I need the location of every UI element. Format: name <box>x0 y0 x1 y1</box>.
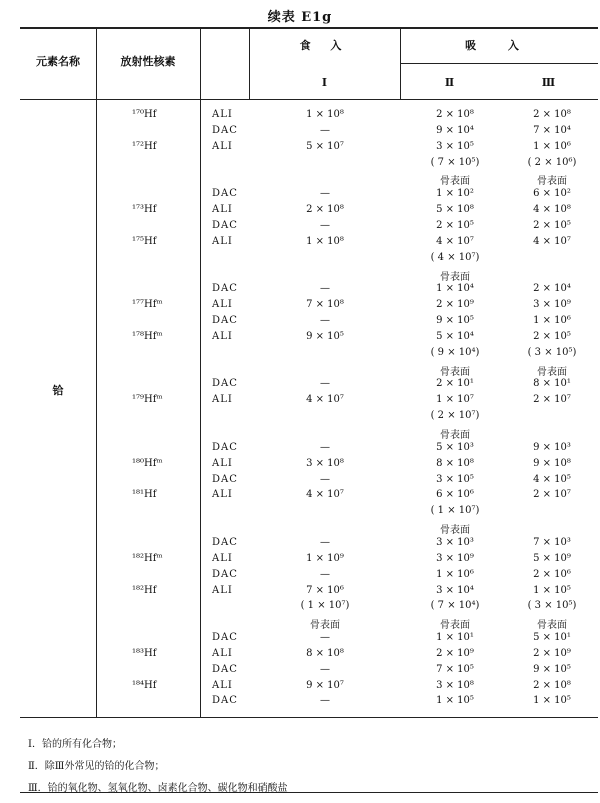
class-ii-value: 5 × 10⁸ <box>436 204 474 216</box>
note-class-ii: Ⅱ．除Ⅲ外常见的铪的化合物； <box>28 761 165 772</box>
header-bottom-rule <box>20 99 598 100</box>
class-iii-value: 9 × 10³ <box>533 441 571 453</box>
element-name: 铪 <box>52 384 64 397</box>
class-i-value: ( 1 × 10⁷) <box>300 600 350 612</box>
header-class-ii: Ⅱ <box>444 76 455 89</box>
class-i-value: 骨表面 <box>310 620 340 632</box>
quantity-type-cell: ALI <box>212 140 233 152</box>
class-iii-value: 2 × 10⁷ <box>533 489 571 501</box>
class-ii-value: 3 × 10⁴ <box>436 584 474 596</box>
class-ii-value: 3 × 10⁹ <box>436 552 474 564</box>
class-iii-value: 9 × 10⁵ <box>533 663 571 675</box>
table-notes <box>28 734 288 800</box>
class-i-value: — <box>320 378 330 390</box>
quantity-type-cell: DAC <box>212 632 238 644</box>
quantity-type-cell: DAC <box>212 536 238 548</box>
class-i-value: — <box>320 219 330 231</box>
class-i-value: — <box>320 473 330 485</box>
class-ii-value: ( 7 × 10⁵) <box>430 156 480 168</box>
quantity-type-cell: ALI <box>212 552 233 564</box>
quantity-type-cell: ALI <box>212 647 233 659</box>
quantity-type-cell: DAC <box>212 568 238 580</box>
class-ii-value: 2 × 10¹ <box>436 378 474 390</box>
class-ii-value: 9 × 10⁴ <box>436 124 474 136</box>
class-ii-value: 6 × 10⁶ <box>436 489 474 501</box>
class-i-value: 5 × 10⁷ <box>306 140 344 152</box>
class-i-value: 1 × 10⁹ <box>306 552 344 564</box>
class-i-value: 3 × 10⁸ <box>306 457 344 469</box>
class-iii-value: 1 × 10⁶ <box>533 315 571 327</box>
class-iii-value: 7 × 10³ <box>533 536 571 548</box>
header-inhalation: 吸 入 <box>465 39 533 52</box>
class-iii-value: 2 × 10⁴ <box>533 283 571 295</box>
class-i-value: 4 × 10⁷ <box>306 394 344 406</box>
class-iii-value: 7 × 10⁴ <box>533 124 571 136</box>
quantity-type-cell: ALI <box>212 204 233 216</box>
class-ii-value: 1 × 10⁶ <box>436 568 474 580</box>
class-ii-value: 1 × 10⁴ <box>436 283 474 295</box>
class-ii-value: 9 × 10⁵ <box>436 315 474 327</box>
inhalation-subheader-rule <box>400 63 598 64</box>
quantity-type-cell: ALI <box>212 584 233 596</box>
page-bottom-rule <box>20 792 598 793</box>
class-ii-value: 7 × 10⁵ <box>436 663 474 675</box>
nuclide-cell: ¹⁸²Hfᵐ <box>132 552 163 564</box>
class-ii-value: 骨表面 <box>440 620 470 632</box>
nuclide-cell: ¹⁷⁸Hfᵐ <box>132 330 163 342</box>
class-ii-value: ( 7 × 10⁴) <box>430 600 480 612</box>
class-ii-value: 骨表面 <box>440 176 470 188</box>
class-i-value: 1 × 10⁸ <box>306 235 344 247</box>
class-ii-value: 2 × 10⁹ <box>436 647 474 659</box>
class-ii-value: 5 × 10⁴ <box>436 330 474 342</box>
nuclide-cell: ¹⁷⁷Hfᵐ <box>132 299 163 311</box>
class-i-value: — <box>320 632 330 644</box>
nuclide-cell: ¹⁷⁰Hf <box>132 109 157 120</box>
table-title: 续表 E1g <box>267 10 333 25</box>
class-ii-value: 骨表面 <box>440 366 470 378</box>
class-iii-value: 1 × 10⁵ <box>533 584 571 596</box>
class-iii-value: 2 × 10⁸ <box>533 109 571 120</box>
class-iii-value: ( 2 × 10⁶) <box>527 156 577 168</box>
quantity-type-cell: DAC <box>212 188 238 200</box>
class-i-value: — <box>320 188 330 200</box>
class-ii-value: 1 × 10⁷ <box>436 394 474 406</box>
class-ii-value: ( 9 × 10⁴) <box>430 346 480 358</box>
quantity-type-cell: DAC <box>212 283 238 295</box>
quantity-type-cell: ALI <box>212 299 233 311</box>
class-i-value: 8 × 10⁸ <box>306 647 344 659</box>
nuclide-cell: ¹⁷³Hf <box>132 204 157 216</box>
nuclide-cell: ¹⁷⁵Hf <box>132 235 157 247</box>
class-iii-value: 6 × 10² <box>533 188 571 200</box>
class-i-value: — <box>320 124 330 136</box>
class-iii-value: 1 × 10⁵ <box>533 695 571 707</box>
class-ii-value: 骨表面 <box>440 430 470 441</box>
col-rule-element <box>96 27 97 717</box>
class-ii-value: 3 × 10⁸ <box>436 679 474 691</box>
class-iii-value: 骨表面 <box>537 176 567 188</box>
class-iii-value: 2 × 10⁵ <box>533 330 571 342</box>
class-iii-value: 2 × 10⁵ <box>533 219 571 231</box>
quantity-type-cell: ALI <box>212 457 233 469</box>
quantity-type-cell: DAC <box>212 663 238 675</box>
class-i-value: 9 × 10⁵ <box>306 330 344 342</box>
class-i-value: 1 × 10⁸ <box>306 109 344 120</box>
class-iii-value: 4 × 10⁸ <box>533 204 571 216</box>
quantity-type-cell: ALI <box>212 330 233 342</box>
class-ii-value: ( 4 × 10⁷) <box>430 251 480 263</box>
quantity-type-cell: DAC <box>212 124 238 136</box>
class-iii-value: 2 × 10⁷ <box>533 394 571 406</box>
class-ii-value: ( 2 × 10⁷) <box>430 410 480 422</box>
class-iii-value: 3 × 10⁹ <box>533 299 571 311</box>
class-iii-value: 8 × 10¹ <box>533 378 571 390</box>
quantity-type-cell: DAC <box>212 219 238 231</box>
class-ii-value: 3 × 10⁵ <box>436 140 474 152</box>
class-iii-value: 2 × 10⁸ <box>533 679 571 691</box>
class-ii-value: 2 × 10⁵ <box>436 219 474 231</box>
quantity-type-cell: ALI <box>212 235 233 247</box>
class-i-value: 4 × 10⁷ <box>306 489 344 501</box>
class-ii-value: 4 × 10⁷ <box>436 235 474 247</box>
header-nuclide: 放射性核素 <box>120 55 176 68</box>
class-i-value: — <box>320 315 330 327</box>
quantity-type-cell: ALI <box>212 489 233 501</box>
col-rule-nuclide <box>200 27 201 717</box>
class-i-value: — <box>320 441 330 453</box>
nuclide-cell: ¹⁸³Hf <box>132 647 157 659</box>
nuclide-cell: ¹⁷⁹Hfᵐ <box>132 394 163 406</box>
table-bottom-rule <box>20 717 598 718</box>
class-ii-value: 8 × 10⁸ <box>436 457 474 469</box>
nuclide-cell: ¹⁸²Hf <box>132 584 157 596</box>
class-i-value: 2 × 10⁸ <box>306 204 344 216</box>
nuclide-cell: ¹⁸⁰Hfᵐ <box>132 457 163 469</box>
class-iii-value: 2 × 10⁹ <box>533 647 571 659</box>
class-i-value: 7 × 10⁶ <box>306 584 344 596</box>
quantity-type-cell: ALI <box>212 394 233 406</box>
header-class-i: Ⅰ <box>321 76 328 89</box>
class-ii-value: 2 × 10⁹ <box>436 299 474 311</box>
class-ii-value: 3 × 10³ <box>436 536 474 548</box>
class-ii-value: 5 × 10³ <box>436 441 474 453</box>
class-iii-value: 2 × 10⁶ <box>533 568 571 580</box>
quantity-type-cell: DAC <box>212 378 238 390</box>
class-iii-value: 5 × 10⁹ <box>533 552 571 564</box>
class-i-value: — <box>320 283 330 295</box>
quantity-type-cell: DAC <box>212 441 238 453</box>
note-class-iii: Ⅲ．铪的氧化物、氢氧化物、卤素化合物、碳化物和硝酸盐 <box>28 783 288 794</box>
header-ingestion: 食 入 <box>299 39 350 52</box>
data-table <box>20 27 598 717</box>
nuclide-cell: ¹⁸⁴Hf <box>132 679 157 691</box>
class-ii-value: 1 × 10¹ <box>436 632 474 644</box>
quantity-type-cell: ALI <box>212 679 233 691</box>
header-class-iii: Ⅲ <box>541 76 556 89</box>
quantity-type-cell: DAC <box>212 473 238 485</box>
class-iii-value: 5 × 10¹ <box>533 632 571 644</box>
class-ii-value: 骨表面 <box>440 525 470 537</box>
quantity-type-cell: DAC <box>212 315 238 327</box>
class-i-value: 7 × 10⁸ <box>306 299 344 311</box>
class-i-value: — <box>320 536 330 548</box>
class-ii-value: 1 × 10⁵ <box>436 695 474 707</box>
class-ii-value: 骨表面 <box>440 271 470 283</box>
class-ii-value: ( 1 × 10⁷) <box>430 505 480 517</box>
table-top-rule <box>20 27 598 29</box>
class-ii-value: 3 × 10⁵ <box>436 473 474 485</box>
class-i-value: — <box>320 663 330 675</box>
nuclide-cell: ¹⁸¹Hf <box>132 489 157 501</box>
class-ii-value: 1 × 10² <box>436 188 474 200</box>
note-class-i: Ⅰ．铪的所有化合物； <box>28 739 122 750</box>
class-ii-value: 2 × 10⁸ <box>436 109 474 120</box>
quantity-type-cell: DAC <box>212 695 238 707</box>
class-iii-value: 骨表面 <box>537 620 567 632</box>
class-iii-value: ( 3 × 10⁵) <box>527 346 577 358</box>
class-i-value: — <box>320 568 330 580</box>
class-iii-value: 9 × 10⁸ <box>533 457 571 469</box>
header-element: 元素名称 <box>36 55 80 68</box>
class-iii-value: 骨表面 <box>537 366 567 378</box>
class-i-value: — <box>320 695 330 707</box>
class-iii-value: 1 × 10⁶ <box>533 140 571 152</box>
class-i-value: 9 × 10⁷ <box>306 679 344 691</box>
quantity-type-cell: ALI <box>212 109 233 120</box>
class-iii-value: ( 3 × 10⁵) <box>527 600 577 612</box>
class-iii-value: 4 × 10⁵ <box>533 473 571 485</box>
nuclide-cell: ¹⁷²Hf <box>132 140 157 152</box>
class-iii-value: 4 × 10⁷ <box>533 235 571 247</box>
